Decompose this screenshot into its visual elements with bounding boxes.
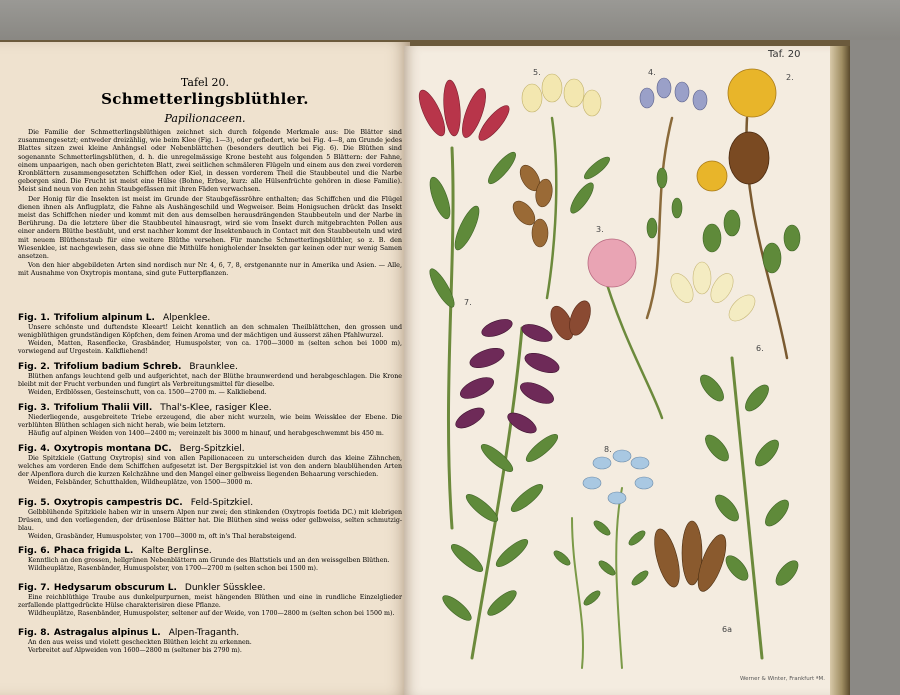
intro-paragraph: Die Familie der Schmetterlingsblüthigen zeichnet sich durch folgende Merkmale aus: Die Blätter sind zusammengesetzt; entweder dreizählig, wie beim Klee (Fig. 1—3), oder gefiedert, wie bei Fig. 4—8, am Grunde jedes Blattes sitzen zwei kleine Anhängsel oder Nebenblättchen (besonders deutlich bei Fig. 6). Die Blüthen sind sogenannte Schmetterlingsblüthen, d. h. die unregelmässige Krone besteht aus folgenden 5 Blättern: der Fahne, einem unpaarigen, nach oben gerichteten Blatt, zwei seitlichen schmäleren Flügeln und einem aus den zwei vorderen Kronblättern zusammengesetzten Schiffchen oder Kiel, in dessen vorderem Theil die Staubbeutel und die Narbe geborgen sind. Die Frucht ist meist eine Hülse (Bohne, Erbse, kurz: alle Hülsenfrüchte gehören in diese Familie). Meist sind neun von den zehn Staubgefässen mit ihren Fäden verwachsen. xyxy=(18,128,402,194)
leaf xyxy=(630,569,650,588)
leaf xyxy=(647,218,657,238)
figure-text: Niederliegende, ausgebreitete Triebe erzeugend, die aber nicht wurzeln, wie beim Weissklee der Ebene. Die verblühten Blüthen schlagen sich nicht herab, wie beim letztern. xyxy=(18,414,402,429)
leaf xyxy=(493,536,531,571)
figure-habitat: Weiden, Matten, Rasenflecke, Grasbänder, Humuspolster, von ca. 1700—3000 m (selten schon bei 1000 m), vorwiegend auf Urgestein. Kalkfliehend! xyxy=(18,340,402,355)
species-name: Oxytropis montana DC. xyxy=(53,444,172,454)
figure-number: Fig. 3. xyxy=(18,403,50,413)
leaf xyxy=(592,519,612,538)
flower-red-clover xyxy=(414,79,513,144)
figure-text: Die Spitzkiele (Gattung Oxytropis) sind von allen Papilionaceen zu unterscheiden durch das kleine Zähnchen, welches am vorderen Ende dem Schiffchen aufgesetzt ist. Der Bergspitzkiel ist von den andern blaublühenden Arten der Alpenflora durch die kurzen Kelchzähne und den Mangel einer gelbweiss liegenden Behaarung verschieden. xyxy=(18,455,402,478)
flower-brown-red xyxy=(546,298,594,343)
leaf xyxy=(741,381,772,415)
figure-number: Fig. 2. xyxy=(18,362,50,372)
stem xyxy=(572,518,583,668)
background-right xyxy=(850,40,900,695)
leaf xyxy=(426,175,454,221)
intro-paragraph: Der Honig für die Insekten ist meist im Grunde der Staubgefässröhre enthalten; das Schiffchen und die Flügel dienen ihnen als Anflugplatz, die Fahne als Aushängeschild und Wegweiser. Beim Honigsuchen drückt das Insekt meist das Schiffchen nieder und kommt mit den aus demselben herausdrängenden Staubbeuteln und der Narbe in Berührung. Da die letztere über die Staubbeutel hinausragt, wird sie vom Insekt durch mitgebrachten Pollen aus einer andern Blüthe bestäubt, und erst nachher kommt der Insektenbauch in Contact mit den Staubbeuteln und wird mit neuem Blüthenstaub für eine weitere Blüthe versehen. Für manche Schmetterlingsblüthler, so z. B. den Wiesenklee, ist nachgewiesen, dass sie ohne die Mithülfe honigholender Insekten gar keinen oder nur wenig Samen ansetzen. xyxy=(18,194,402,261)
leaf xyxy=(672,198,682,218)
flower-purple-raceme xyxy=(453,316,562,437)
plate-figure-number: 3. xyxy=(596,225,604,234)
flower-yellow-head xyxy=(728,69,776,117)
figure-number: Fig. 5. xyxy=(18,498,50,508)
plate-figure-number: 6. xyxy=(756,344,764,353)
seed-pods-bottom xyxy=(650,521,732,595)
leaf xyxy=(763,243,781,273)
leaf xyxy=(597,559,617,578)
printer-credit: Werner & Winter, Frankfurt ªM. xyxy=(740,676,825,682)
leaf xyxy=(582,154,613,182)
species-name: Astragalus alpinus L. xyxy=(53,628,161,638)
common-name: Alpen-Traganth. xyxy=(168,628,240,638)
species-name: Trifolium badium Schreb. xyxy=(53,362,182,372)
figure-text: Gelbblühende Spitzkiele haben wir in unsern Alpen nur zwei; den stinkenden (Oxytropis foetida DC.) mit klebrigen Drüsen, und den vorliegenden, der drüsenlose Blätter hat. Die Blüthen sind weiss oder gelbweiss, selten schmutzig-blau. xyxy=(18,509,402,532)
flower-yellow-head-small xyxy=(697,161,727,191)
figure-number: Fig. 8. xyxy=(18,628,50,638)
figure-habitat: Wildheuplätze, Rasenbänder, Humuspolster, von 1700—2700 m (selten schon bei 1500 m). xyxy=(28,565,319,572)
leaf xyxy=(451,203,484,252)
page-edges xyxy=(830,46,850,695)
leaf xyxy=(478,441,516,476)
figure-text: Kenntlich an den grossen, hellgrünen Nebenblättern am Grunde des Blattstiels und an den weissgelben Blüthen. xyxy=(28,557,390,564)
figure-entry-5 xyxy=(18,498,402,541)
leaf xyxy=(552,549,572,568)
common-name: Kalte Berglinse. xyxy=(141,546,212,556)
intro-text xyxy=(18,128,402,279)
page-subtitle: Papilionaceen. xyxy=(164,112,246,125)
leaf xyxy=(439,592,474,624)
common-name: Thal's-Klee, rasiger Klee. xyxy=(160,403,272,413)
plate-figure-number: 8. xyxy=(604,445,612,454)
leaf xyxy=(724,210,740,236)
figure-entry-6 xyxy=(18,546,402,573)
common-name: Dunkler Süssklee. xyxy=(184,583,266,593)
figure-number: Fig. 4. xyxy=(18,444,50,454)
leaf xyxy=(711,491,742,525)
species-name: Hedysarum obscurum L. xyxy=(53,583,177,593)
common-name: Berg-Spitzkiel. xyxy=(179,444,245,454)
plate-figure-number: 5. xyxy=(533,68,541,77)
figure-entry-8 xyxy=(18,628,402,655)
leaf xyxy=(761,496,792,530)
leaf xyxy=(701,431,732,465)
figure-number: Fig. 6. xyxy=(18,546,50,556)
plate-label-left: Tafel 20. xyxy=(180,76,230,89)
leaf xyxy=(426,266,458,310)
flower-blue-violet xyxy=(640,78,707,110)
figure-habitat: Wildheuplätze, Rasenbänder, Humuspolster, seltener auf der Weide, von 1700—2800 m (selten schon bei 1500 m). xyxy=(28,610,395,617)
common-name: Braunklee. xyxy=(189,362,238,372)
flower-brown-head xyxy=(729,132,769,184)
figure-text: Unsere schönste und duftendste Kleeart! Leicht kenntlich an den schmalen Theilblättchen, den grossen und wenigblüthigen grundständigen Köpfchen, dem feinen Aroma und der mächtigen und äusserst zähen Pfahlwurzel. xyxy=(18,324,402,339)
species-name: Trifolium Thalii Vill. xyxy=(53,403,153,413)
figure-number: Fig. 7. xyxy=(18,583,50,593)
figure-entry-4 xyxy=(18,444,402,487)
stem xyxy=(616,488,622,668)
leaf xyxy=(657,168,667,188)
plate-figure-number: 2. xyxy=(786,73,794,82)
figure-entry-2 xyxy=(18,362,402,397)
figure-entry-1 xyxy=(18,313,402,356)
figure-entry-3 xyxy=(18,403,402,438)
page-title: Schmetterlingsblüthler. xyxy=(101,90,309,108)
species-name: Oxytropis campestris DC. xyxy=(53,498,183,508)
stem xyxy=(547,118,556,298)
figure-text: Eine reichblüthige Traube aus dunkelpurpurnen, meist hängenden Blüthen und eine in rundliche Einzelglieder zerfallende plattgedrückte Hülse charakterisiren diese Pflanze. xyxy=(18,594,402,609)
flower-cream xyxy=(666,262,759,326)
figure-habitat: Weiden, Grasbänder, Humuspolster, von 1700—3000 m, oft in's Thal herabsteigend. xyxy=(28,533,297,540)
plate-label-right: Taf. 20 xyxy=(768,49,801,60)
common-name: Alpenklee. xyxy=(162,313,211,323)
botanical-plate-illustration xyxy=(412,58,822,684)
brown-pods xyxy=(509,162,554,247)
leaf xyxy=(508,481,546,516)
leaf xyxy=(722,552,752,584)
leaf xyxy=(448,541,486,576)
plate-figure-number: 7. xyxy=(464,298,472,307)
leaf xyxy=(582,589,602,608)
flower-blue-white xyxy=(583,450,653,504)
leaf xyxy=(772,557,802,589)
intro-paragraph: Von den hier abgebildeten Arten sind nordisch nur Nr. 4, 6, 7, 8, erstgenannte nur in Amerika und Asien. — Alle, mit Ausnahme von Oxytropis montana, sind gute Futterpflanzen. xyxy=(18,261,402,278)
figure-habitat: Häufig auf alpinen Weiden von 1400—2400 m; vereinzelt bis 3000 m hinauf, und herabgeschwemmt bis 450 m. xyxy=(28,430,384,437)
figure-habitat: Weiden, Felsbänder, Schutthalden, Wildheuplätze, von 1500—3000 m. xyxy=(28,479,253,486)
figure-text: An den aus weiss und violett gescheckten Blüthen leicht zu erkennen. xyxy=(28,639,252,646)
figure-text: Blüthen anfangs leuchtend gelb und aufgerichtet, nach der Blüthe braunwerdend und herabgeschlagen. Die Krone bleibt mit der Frucht verbunden und fungirt als Verbreitungsmittel für dieselbe. xyxy=(18,373,402,388)
species-name: Phaca frigida L. xyxy=(53,546,134,556)
leaf xyxy=(484,587,519,619)
common-name: Feld-Spitzkiel. xyxy=(190,498,254,508)
leaf xyxy=(696,371,727,405)
figure-number: Fig. 1. xyxy=(18,313,50,323)
flower-pale-yellow xyxy=(522,74,601,116)
leaf xyxy=(703,224,721,252)
leaf xyxy=(784,225,800,251)
figure-habitat: Weiden, Erdblössen, Gesteinschutt, von ca. 1500—2700 m. — Kalkliebend. xyxy=(28,389,267,396)
figure-entry-7 xyxy=(18,583,402,618)
leaf xyxy=(523,431,561,466)
leaf xyxy=(485,149,520,187)
leaf xyxy=(627,529,647,548)
flower-pink-clover xyxy=(588,239,636,287)
leaf xyxy=(463,491,501,526)
figure-habitat: Verbreitet auf Alpweiden von 1600—2800 m (seltener bis 2790 m). xyxy=(28,647,242,654)
plate-figure-number: 6a xyxy=(722,625,732,634)
leaf xyxy=(567,180,597,216)
plate-figure-number: 4. xyxy=(648,68,656,77)
leaf xyxy=(751,436,782,470)
species-name: Trifolium alpinum L. xyxy=(53,313,155,323)
